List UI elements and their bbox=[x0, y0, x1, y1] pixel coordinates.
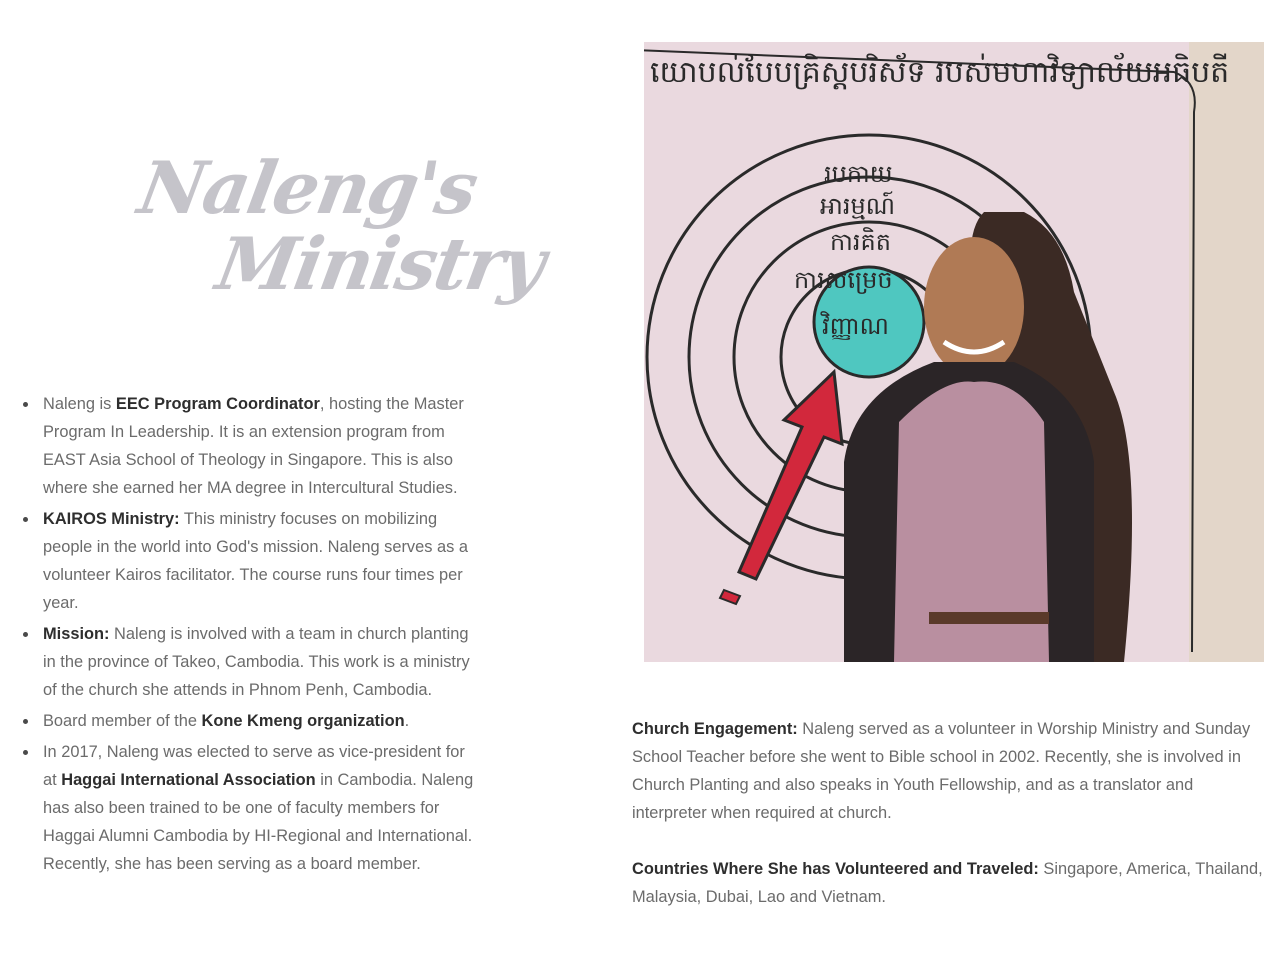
countries-label: Countries Where She has Volunteered and Traveled: bbox=[632, 860, 1039, 878]
list-item: Mission: Naleng is involved with a team in church planting in the province of Takeo, Cambodia. This work is a ministry of the church she attends in Phnom Penh, Cambodia. bbox=[43, 620, 483, 704]
list-item: KAIROS Ministry: This ministry focuses on mobilizing people in the world into God's mission. Naleng serves as a volunteer Kairos facilitator. The course runs four times per year. bbox=[43, 505, 483, 617]
list-item-bold: Kone Kmeng organization bbox=[201, 712, 405, 730]
list-item-bold: EEC Program Coordinator bbox=[115, 395, 320, 413]
ring-label: ការគិត bbox=[830, 228, 891, 256]
heading-line-1: Naleng's bbox=[132, 145, 483, 230]
right-column bbox=[632, 715, 1272, 939]
ring-label: ការសម្រេច bbox=[794, 266, 893, 294]
ring-label: អារម្មណ៍ bbox=[820, 192, 895, 220]
wall-edge bbox=[1189, 42, 1264, 662]
ministry-list bbox=[20, 390, 483, 881]
ring-label: របកាយ bbox=[824, 160, 893, 188]
list-item-bold: KAIROS Ministry: bbox=[43, 510, 180, 528]
engagement-label: Church Engagement: bbox=[632, 720, 798, 738]
countries-text: Singapore, America, Thailand, Malaysia, Dubai, Lao and Vietnam. bbox=[632, 860, 1263, 906]
ministry-heading bbox=[132, 140, 550, 310]
belt-shape bbox=[929, 612, 1049, 624]
list-item-bold: Haggai International Association bbox=[61, 771, 316, 789]
photo-illustration bbox=[644, 42, 1264, 662]
list-item: In 2017, Naleng was elected to serve as vice-president for at Haggai International Association in Cambodia. Naleng has also been trained to be one of faculty members for Haggai Alumni Cambodia by HI-Regional and International. Recently, she has been serving as a board member. bbox=[43, 738, 483, 878]
list-item: Board member of the Kone Kmeng organization. bbox=[43, 707, 483, 735]
countries-paragraph bbox=[632, 855, 1272, 911]
naleng-photo bbox=[644, 42, 1264, 662]
list-item: Naleng is EEC Program Coordinator, hosting the Master Program In Leadership. It is an extension program from EAST Asia School of Theology in Singapore. This is also where she earned her MA degree in Intercultural Studies. bbox=[43, 390, 483, 502]
banner-khmer-text: យោបល់បែបគ្រិស្តបរិស័ទ របស់មហាវិទ្យាល័យអធិបតី bbox=[650, 55, 1230, 90]
engagement-text: Naleng served as a volunteer in Worship Ministry and Sunday School Teacher before she went to Bible school in 2002. Recently, she is involved in Church Planting and also speaks in Youth Fellowship, and as a translator and interpreter when required at church. bbox=[632, 720, 1251, 822]
ring-label: វិញ្ញាណ bbox=[822, 312, 889, 340]
list-item-bold: Mission: bbox=[43, 625, 110, 643]
church-engagement-paragraph bbox=[632, 715, 1272, 827]
heading-line-2: Ministry bbox=[210, 221, 550, 306]
face-shape bbox=[924, 237, 1024, 377]
